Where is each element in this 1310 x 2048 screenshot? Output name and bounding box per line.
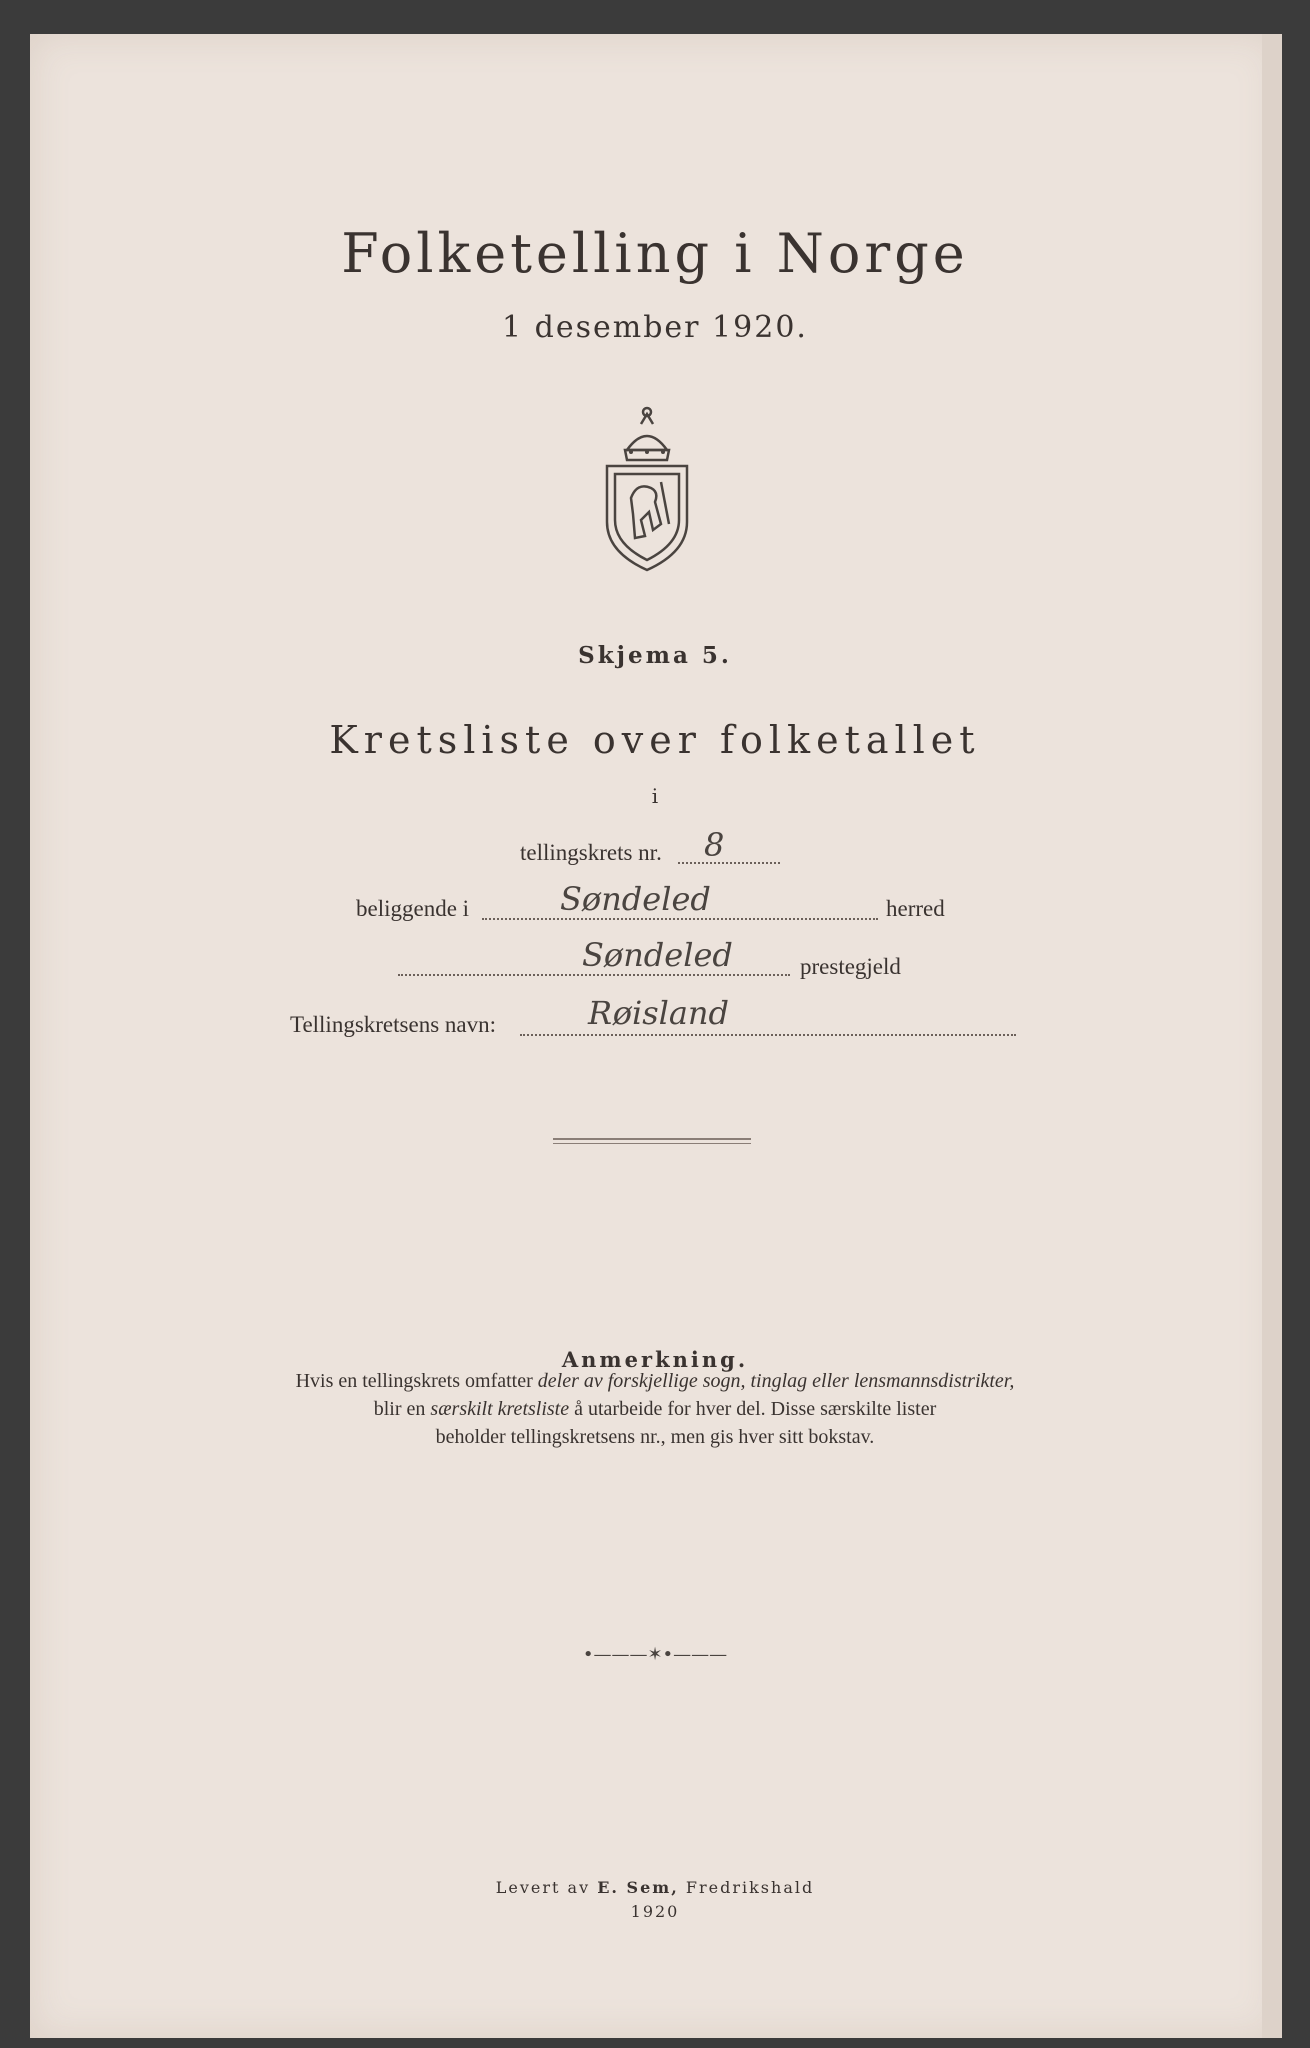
parish-value: Søndeled [582, 936, 733, 974]
located-in-label: beliggende i [356, 896, 470, 921]
printer-credit: Levert av E. Sem, Fredrikshald 1920 [495, 1878, 815, 1921]
herred-label: herred [886, 896, 945, 921]
municipality-value: Søndeled [560, 880, 711, 918]
note-heading: Anmerkning. [561, 1347, 749, 1372]
note-line-2: blir en særskilt kretsliste å utarbeide for hver del. Disse særskilte lister [373, 1398, 937, 1420]
separator-rule [553, 1138, 751, 1144]
norwegian-coat-of-arms-icon [597, 402, 697, 574]
print-year: 1920 [630, 1902, 680, 1921]
district-name-value: Røisland [588, 994, 730, 1032]
document-title: Folketelling i Norge [341, 222, 969, 285]
form-heading: Kretsliste over folketallet [329, 718, 981, 762]
census-date: 1 desember 1920. [502, 310, 808, 345]
note-line-3: beholder tellingskretsens nr., men gis hver sitt bokstav. [435, 1426, 875, 1448]
district-number-value: 8 [704, 826, 725, 864]
district-name-label: Tellingskretsens navn: [290, 1012, 496, 1037]
district-number-label: tellingskrets nr. [520, 840, 662, 865]
schema-number: Skjema 5. [578, 642, 732, 669]
ornament-divider: •———✶•——— [582, 1644, 728, 1665]
district-name-line [520, 1034, 1016, 1036]
note-line-1: Hvis en tellingskrets omfatter deler av forskjellige sogn, tinglag eller lensmannsdistrikter, [295, 1370, 1015, 1392]
district-number-line [678, 862, 780, 864]
municipality-line [482, 918, 878, 920]
parish-line [398, 974, 790, 976]
parish-label: prestegjeld [800, 954, 901, 979]
preposition: i [651, 784, 659, 808]
